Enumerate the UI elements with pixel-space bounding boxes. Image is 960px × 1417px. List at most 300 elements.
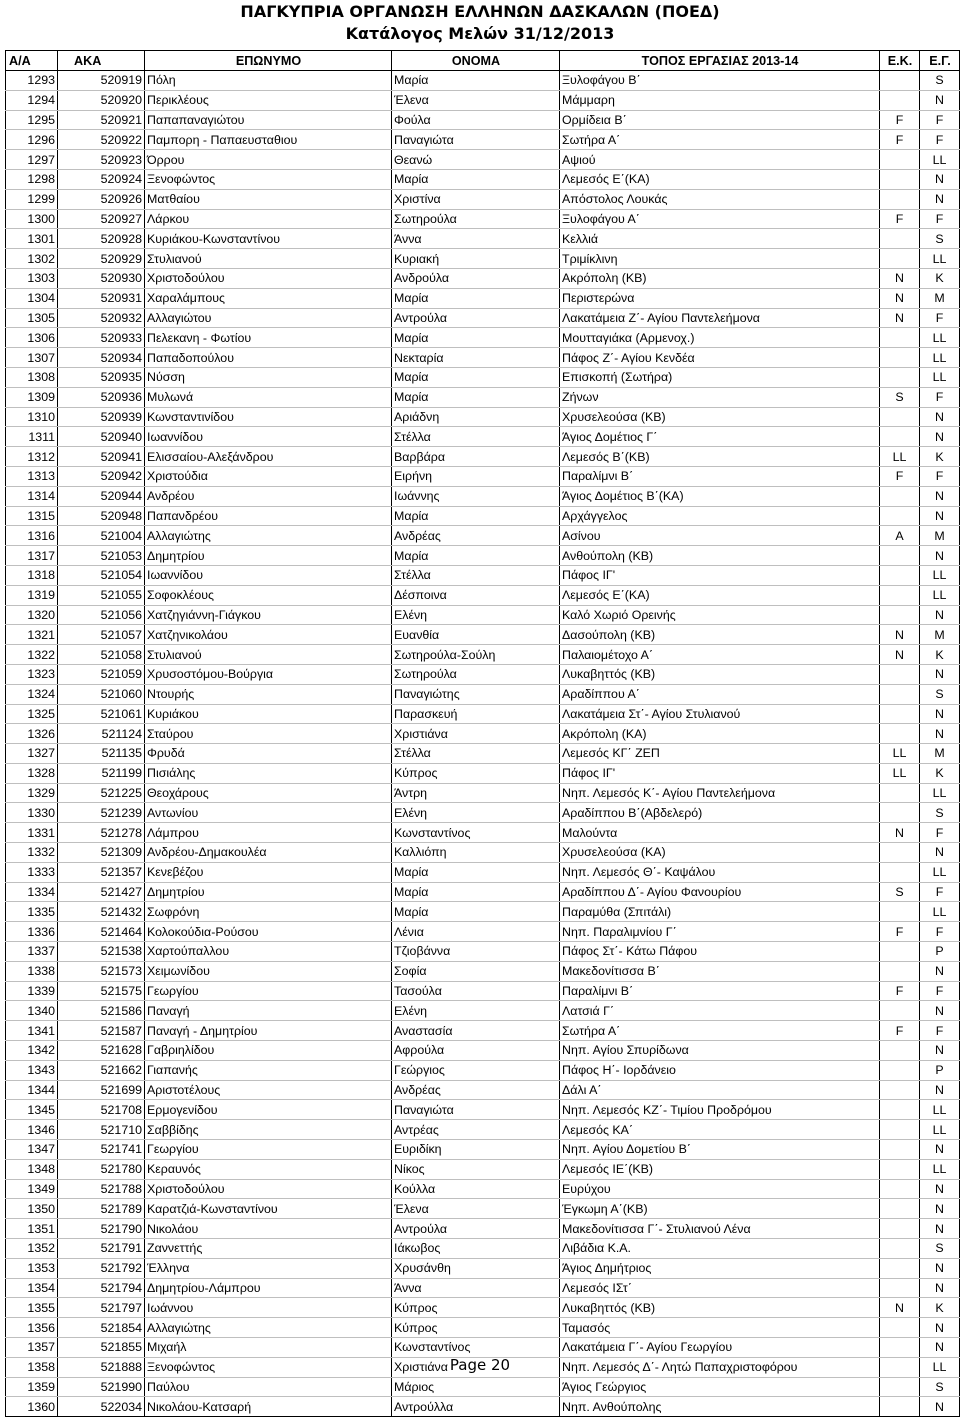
cell-name: Ανδρέας: [392, 1080, 560, 1100]
cell-workplace: Άγιος Δομέτιος Γ΄: [560, 427, 880, 447]
cell-surname: Γαβριηλίδου: [145, 1041, 392, 1061]
cell-workplace: Πάφος Η΄- Ιορδάνειο: [560, 1060, 880, 1080]
cell-aka: 521432: [58, 902, 145, 922]
cell-eg: S: [920, 1239, 960, 1259]
cell-eg: N: [920, 1001, 960, 1021]
cell-workplace: Μαλούντα: [560, 823, 880, 843]
cell-name: Κύπρος: [392, 1298, 560, 1318]
cell-ek: [880, 367, 920, 387]
table-row: [6, 565, 960, 585]
table-row: [6, 1080, 960, 1100]
cell-eg: LL: [920, 367, 960, 387]
cell-aka: 520931: [58, 288, 145, 308]
cell-name: Κυριακή: [392, 249, 560, 269]
cell-aa: 1350: [6, 1199, 58, 1219]
cell-eg: S: [920, 229, 960, 249]
table-row: [6, 90, 960, 110]
cell-surname: Δημητρίου: [145, 546, 392, 566]
cell-ek: [880, 1239, 920, 1259]
cell-surname: Αλλαγιώτης: [145, 526, 392, 546]
cell-aa: 1296: [6, 130, 58, 150]
cell-aka: 521464: [58, 922, 145, 942]
table-row: [6, 1001, 960, 1021]
cell-workplace: Μακεδονίτισσα Β΄: [560, 961, 880, 981]
cell-eg: N: [920, 486, 960, 506]
cell-eg: LL: [920, 585, 960, 605]
table-row: [6, 486, 960, 506]
cell-workplace: Νηπ. Αγίου Σπυρίδωνα: [560, 1041, 880, 1061]
cell-aka: 521628: [58, 1041, 145, 1061]
cell-aa: 1322: [6, 645, 58, 665]
cell-surname: Μιχαήλ: [145, 1338, 392, 1358]
cell-aa: 1329: [6, 783, 58, 803]
cell-workplace: Λιβάδια Κ.Α.: [560, 1239, 880, 1259]
cell-eg: M: [920, 526, 960, 546]
cell-aka: 520948: [58, 506, 145, 526]
cell-aka: 521053: [58, 546, 145, 566]
column-header-eg: Ε.Γ.: [920, 51, 960, 71]
cell-aka: 520929: [58, 249, 145, 269]
table-row: [6, 1120, 960, 1140]
cell-ek: [880, 1001, 920, 1021]
cell-aka: 521788: [58, 1179, 145, 1199]
cell-ek: [880, 328, 920, 348]
cell-eg: K: [920, 1298, 960, 1318]
cell-aka: 522034: [58, 1397, 145, 1417]
cell-name: Αντρούλα: [392, 308, 560, 328]
cell-name: Κωνσταντίνος: [392, 823, 560, 843]
cell-ek: [880, 71, 920, 91]
cell-workplace: Λεμεσός ΙΣτ΄: [560, 1278, 880, 1298]
cell-aka: 521780: [58, 1159, 145, 1179]
cell-aka: 521741: [58, 1140, 145, 1160]
cell-name: Μαρία: [392, 882, 560, 902]
cell-surname: Λάρκου: [145, 209, 392, 229]
cell-aa: 1327: [6, 744, 58, 764]
cell-aka: 520935: [58, 367, 145, 387]
cell-aa: 1319: [6, 585, 58, 605]
cell-workplace: Άγιος Δημήτριος: [560, 1258, 880, 1278]
cell-ek: [880, 486, 920, 506]
cell-surname: Σωφρόνη: [145, 902, 392, 922]
cell-surname: Νικολάου-Κατσαρή: [145, 1397, 392, 1417]
table-row: [6, 229, 960, 249]
table-row: [6, 783, 960, 803]
cell-aa: 1297: [6, 150, 58, 170]
cell-eg: N: [920, 1140, 960, 1160]
cell-eg: LL: [920, 348, 960, 368]
table-row: [6, 526, 960, 546]
cell-ek: [880, 843, 920, 863]
cell-ek: [880, 902, 920, 922]
cell-aka: 520934: [58, 348, 145, 368]
cell-aka: 521794: [58, 1278, 145, 1298]
cell-name: Μαρία: [392, 546, 560, 566]
cell-surname: Γεωργίου: [145, 981, 392, 1001]
cell-aa: 1352: [6, 1239, 58, 1259]
table-row: [6, 169, 960, 189]
cell-aka: 520926: [58, 189, 145, 209]
cell-name: Σωτηρούλα-Σούλη: [392, 645, 560, 665]
cell-surname: Παπαδοπούλου: [145, 348, 392, 368]
cell-ek: [880, 1377, 920, 1397]
table-row: [6, 71, 960, 91]
cell-aka: 521790: [58, 1219, 145, 1239]
column-header-workplace: ΤΟΠΟΣ ΕΡΓΑΣΙΑΣ 2013-14: [560, 51, 880, 71]
table-row: [6, 268, 960, 288]
table-row: [6, 625, 960, 645]
cell-aka: 521854: [58, 1318, 145, 1338]
table-row: [6, 506, 960, 526]
table-row: [6, 645, 960, 665]
cell-aka: 521797: [58, 1298, 145, 1318]
cell-name: Βαρβάρα: [392, 447, 560, 467]
cell-eg: LL: [920, 249, 960, 269]
cell-surname: Σοφοκλέους: [145, 585, 392, 605]
cell-name: Μαρία: [392, 862, 560, 882]
table-row: [6, 1021, 960, 1041]
cell-aa: 1338: [6, 961, 58, 981]
cell-aka: 521061: [58, 704, 145, 724]
table-row: [6, 308, 960, 328]
cell-eg: F: [920, 882, 960, 902]
cell-ek: F: [880, 922, 920, 942]
cell-aka: 521357: [58, 862, 145, 882]
cell-ek: N: [880, 823, 920, 843]
cell-workplace: Μακεδονίτισσα Γ΄- Στυλιανού Λένα: [560, 1219, 880, 1239]
table-row: [6, 1338, 960, 1358]
cell-workplace: Λεμεσός ΙΕ΄(ΚΒ): [560, 1159, 880, 1179]
cell-surname: Ντουρής: [145, 684, 392, 704]
cell-aa: 1330: [6, 803, 58, 823]
cell-name: Παναγιώτης: [392, 684, 560, 704]
cell-ek: [880, 150, 920, 170]
cell-aa: 1316: [6, 526, 58, 546]
cell-aka: 521662: [58, 1060, 145, 1080]
table-row: [6, 744, 960, 764]
cell-aa: 1339: [6, 981, 58, 1001]
page-number: Page 20: [449, 1356, 511, 1374]
cell-name: Ιωάννης: [392, 486, 560, 506]
cell-aa: 1334: [6, 882, 58, 902]
cell-ek: [880, 783, 920, 803]
cell-aa: 1299: [6, 189, 58, 209]
cell-ek: [880, 1140, 920, 1160]
cell-ek: F: [880, 981, 920, 1001]
cell-workplace: Ανθούπολη (ΚΒ): [560, 546, 880, 566]
cell-aka: 520944: [58, 486, 145, 506]
cell-surname: Παύλου: [145, 1377, 392, 1397]
cell-eg: M: [920, 625, 960, 645]
cell-surname: Ανδρέου-Δημακουλέα: [145, 843, 392, 863]
cell-surname: Ερμογενίδου: [145, 1100, 392, 1120]
cell-aka: 520942: [58, 466, 145, 486]
cell-surname: Αντωνίου: [145, 803, 392, 823]
cell-surname: Γιαπανής: [145, 1060, 392, 1080]
table-row: [6, 862, 960, 882]
cell-ek: [880, 664, 920, 684]
cell-eg: K: [920, 447, 960, 467]
cell-workplace: Πάφος Στ΄- Κάτω Πάφου: [560, 942, 880, 962]
cell-aa: 1357: [6, 1338, 58, 1358]
cell-eg: N: [920, 664, 960, 684]
cell-aa: 1333: [6, 862, 58, 882]
table-row: [6, 1219, 960, 1239]
table-row: [6, 110, 960, 130]
cell-surname: Μυλωνά: [145, 387, 392, 407]
cell-eg: P: [920, 942, 960, 962]
table-row: [6, 981, 960, 1001]
cell-name: Έλενα: [392, 90, 560, 110]
cell-ek: [880, 605, 920, 625]
cell-name: Στέλλα: [392, 565, 560, 585]
cell-name: Νεκταρία: [392, 348, 560, 368]
table-row: [6, 1159, 960, 1179]
cell-aa: 1335: [6, 902, 58, 922]
cell-workplace: Ακρόπολη (ΚΒ): [560, 268, 880, 288]
cell-aka: 520919: [58, 71, 145, 91]
cell-surname: Ζαννεττής: [145, 1239, 392, 1259]
cell-name: Κύπρος: [392, 763, 560, 783]
cell-aa: 1295: [6, 110, 58, 130]
cell-aka: 521004: [58, 526, 145, 546]
cell-aa: 1344: [6, 1080, 58, 1100]
cell-aa: 1310: [6, 407, 58, 427]
cell-name: Παναγιώτα: [392, 130, 560, 150]
cell-ek: F: [880, 1021, 920, 1041]
cell-aa: 1358: [6, 1357, 58, 1377]
cell-aka: 521708: [58, 1100, 145, 1120]
cell-workplace: Περιστερώνα: [560, 288, 880, 308]
cell-ek: [880, 724, 920, 744]
cell-workplace: Λεμεσός Ε΄(ΚΑ): [560, 169, 880, 189]
cell-eg: N: [920, 1041, 960, 1061]
cell-aka: 520936: [58, 387, 145, 407]
cell-surname: Χατζηνικολάου: [145, 625, 392, 645]
cell-aa: 1345: [6, 1100, 58, 1120]
cell-surname: Έλληνα: [145, 1258, 392, 1278]
cell-workplace: Ξυλοφάγου Α΄: [560, 209, 880, 229]
cell-ek: [880, 90, 920, 110]
cell-surname: Στυλιανού: [145, 645, 392, 665]
cell-workplace: Λακατάμεια Ζ΄- Αγίου Παντελεήμονα: [560, 308, 880, 328]
cell-name: Μάριος: [392, 1377, 560, 1397]
cell-workplace: Πάφος ΙΓ': [560, 763, 880, 783]
cell-aka: 521587: [58, 1021, 145, 1041]
cell-workplace: Έγκωμη Α΄(ΚΒ): [560, 1199, 880, 1219]
cell-aka: 520932: [58, 308, 145, 328]
cell-surname: Στυλιανού: [145, 249, 392, 269]
cell-name: Κούλλα: [392, 1179, 560, 1199]
cell-aa: 1307: [6, 348, 58, 368]
table-row: [6, 1298, 960, 1318]
cell-aa: 1359: [6, 1377, 58, 1397]
cell-eg: N: [920, 1258, 960, 1278]
cell-eg: S: [920, 803, 960, 823]
table-row: [6, 367, 960, 387]
column-header-ek: Ε.Κ.: [880, 51, 920, 71]
cell-surname: Κεραυνός: [145, 1159, 392, 1179]
cell-surname: Καρατζιά-Κωνσταντίνου: [145, 1199, 392, 1219]
cell-surname: Θεοχάρους: [145, 783, 392, 803]
cell-aa: 1348: [6, 1159, 58, 1179]
cell-ek: [880, 862, 920, 882]
cell-eg: K: [920, 645, 960, 665]
cell-workplace: Νηπ. Λεμεσός Δ΄- Λητώ Παπαχριστοφόρου: [560, 1357, 880, 1377]
cell-aa: 1305: [6, 308, 58, 328]
cell-workplace: Καλό Χωριό Ορεινής: [560, 605, 880, 625]
cell-workplace: Ασίνου: [560, 526, 880, 546]
table-row: [6, 288, 960, 308]
cell-name: Αναστασία: [392, 1021, 560, 1041]
cell-ek: F: [880, 130, 920, 150]
cell-surname: Αλλαγιώτου: [145, 308, 392, 328]
cell-eg: M: [920, 744, 960, 764]
cell-name: Σοφία: [392, 961, 560, 981]
cell-eg: F: [920, 922, 960, 942]
cell-aka: 521057: [58, 625, 145, 645]
cell-workplace: Πάφος ΙΓ': [560, 565, 880, 585]
cell-eg: S: [920, 684, 960, 704]
cell-ek: N: [880, 288, 920, 308]
cell-aa: 1347: [6, 1140, 58, 1160]
cell-surname: Νύσση: [145, 367, 392, 387]
cell-name: Μαρία: [392, 169, 560, 189]
cell-eg: N: [920, 1397, 960, 1417]
cell-ek: F: [880, 110, 920, 130]
cell-workplace: Λατσιά Γ΄: [560, 1001, 880, 1021]
cell-aa: 1306: [6, 328, 58, 348]
cell-ek: [880, 1060, 920, 1080]
cell-name: Νίκος: [392, 1159, 560, 1179]
cell-surname: Ιωαννίδου: [145, 427, 392, 447]
cell-name: Έλενα: [392, 1199, 560, 1219]
cell-surname: Χαραλάμπους: [145, 288, 392, 308]
table-row: [6, 664, 960, 684]
cell-eg: LL: [920, 783, 960, 803]
cell-workplace: Μουτταγιάκα (Αρμενοχ.): [560, 328, 880, 348]
cell-surname: Παναγή - Δημητρίου: [145, 1021, 392, 1041]
cell-eg: F: [920, 110, 960, 130]
cell-workplace: Επισκοπή (Σωτήρα): [560, 367, 880, 387]
cell-name: Τζιοβάννα: [392, 942, 560, 962]
cell-eg: N: [920, 506, 960, 526]
cell-eg: P: [920, 1060, 960, 1080]
cell-name: Ελένη: [392, 803, 560, 823]
cell-workplace: Ξυλοφάγου Β΄: [560, 71, 880, 91]
cell-name: Λένια: [392, 922, 560, 942]
table-row: [6, 1100, 960, 1120]
cell-eg: N: [920, 1278, 960, 1298]
cell-aka: 521789: [58, 1199, 145, 1219]
cell-ek: [880, 407, 920, 427]
cell-ek: S: [880, 882, 920, 902]
cell-name: Σωτηρούλα: [392, 209, 560, 229]
cell-workplace: Λεμεσός Β΄(ΚΒ): [560, 447, 880, 467]
cell-surname: Ιωαννίδου: [145, 565, 392, 585]
cell-ek: [880, 684, 920, 704]
cell-surname: Χρυσοστόμου-Βούργια: [145, 664, 392, 684]
cell-workplace: Άγιος Γεώργιος: [560, 1377, 880, 1397]
cell-name: Θεανώ: [392, 150, 560, 170]
cell-workplace: Νηπ. Ανθούπολης: [560, 1397, 880, 1417]
cell-surname: Κυριάκου: [145, 704, 392, 724]
cell-aka: 520933: [58, 328, 145, 348]
table-row: [6, 348, 960, 368]
cell-aka: 520941: [58, 447, 145, 467]
cell-aka: 521990: [58, 1377, 145, 1397]
cell-workplace: Παλαιομέτοχο Α΄: [560, 645, 880, 665]
cell-workplace: Λυκαβηττός (ΚΒ): [560, 1298, 880, 1318]
cell-workplace: Νηπ. Λεμεσός ΚΖ΄- Τιμίου Προδρόμου: [560, 1100, 880, 1120]
cell-workplace: Άγιος Δομέτιος Β΄(ΚΑ): [560, 486, 880, 506]
cell-eg: N: [920, 1318, 960, 1338]
cell-aka: 521710: [58, 1120, 145, 1140]
cell-ek: [880, 1120, 920, 1140]
table-row: [6, 942, 960, 962]
cell-aa: 1300: [6, 209, 58, 229]
cell-workplace: Απόστολος Λουκάς: [560, 189, 880, 209]
cell-workplace: Σωτήρα Α΄: [560, 1021, 880, 1041]
cell-name: Μαρία: [392, 367, 560, 387]
cell-eg: S: [920, 1377, 960, 1397]
table-row: [6, 882, 960, 902]
column-header-aka: ΑΚΑ: [58, 51, 145, 71]
cell-workplace: Λεμεσός ΚΑ΄: [560, 1120, 880, 1140]
cell-eg: N: [920, 427, 960, 447]
cell-ek: S: [880, 387, 920, 407]
cell-workplace: Αψιού: [560, 150, 880, 170]
cell-surname: Παμπορη - Παπαευσταθιου: [145, 130, 392, 150]
table-row: [6, 387, 960, 407]
cell-surname: Ελισσαίου-Αλεξάνδρου: [145, 447, 392, 467]
cell-aka: 520928: [58, 229, 145, 249]
cell-aa: 1354: [6, 1278, 58, 1298]
cell-aka: 521699: [58, 1080, 145, 1100]
cell-eg: F: [920, 981, 960, 1001]
cell-name: Γεώργιος: [392, 1060, 560, 1080]
cell-ek: A: [880, 526, 920, 546]
cell-ek: [880, 585, 920, 605]
cell-surname: Νικολάου: [145, 1219, 392, 1239]
cell-surname: Χριστοδούλου: [145, 268, 392, 288]
cell-aka: 520922: [58, 130, 145, 150]
cell-aa: 1293: [6, 71, 58, 91]
cell-name: Ελένη: [392, 605, 560, 625]
cell-ek: [880, 961, 920, 981]
cell-name: Μαρία: [392, 902, 560, 922]
cell-workplace: Αραδίππου Α΄: [560, 684, 880, 704]
cell-ek: [880, 803, 920, 823]
table-row: [6, 843, 960, 863]
table-row: [6, 763, 960, 783]
cell-aa: 1341: [6, 1021, 58, 1041]
cell-surname: Παπανδρέου: [145, 506, 392, 526]
cell-aka: 521059: [58, 664, 145, 684]
cell-workplace: Χρυσελεούσα (ΚΑ): [560, 843, 880, 863]
cell-aa: 1312: [6, 447, 58, 467]
cell-name: Ευανθία: [392, 625, 560, 645]
cell-surname: Ματθαίου: [145, 189, 392, 209]
cell-name: Χριστιάνα: [392, 1357, 560, 1377]
cell-name: Ιάκωβος: [392, 1239, 560, 1259]
cell-aka: 521060: [58, 684, 145, 704]
cell-aka: 521586: [58, 1001, 145, 1021]
table-row: [6, 1318, 960, 1338]
cell-name: Ανδρέας: [392, 526, 560, 546]
cell-name: Κύπρος: [392, 1318, 560, 1338]
cell-aa: 1328: [6, 763, 58, 783]
